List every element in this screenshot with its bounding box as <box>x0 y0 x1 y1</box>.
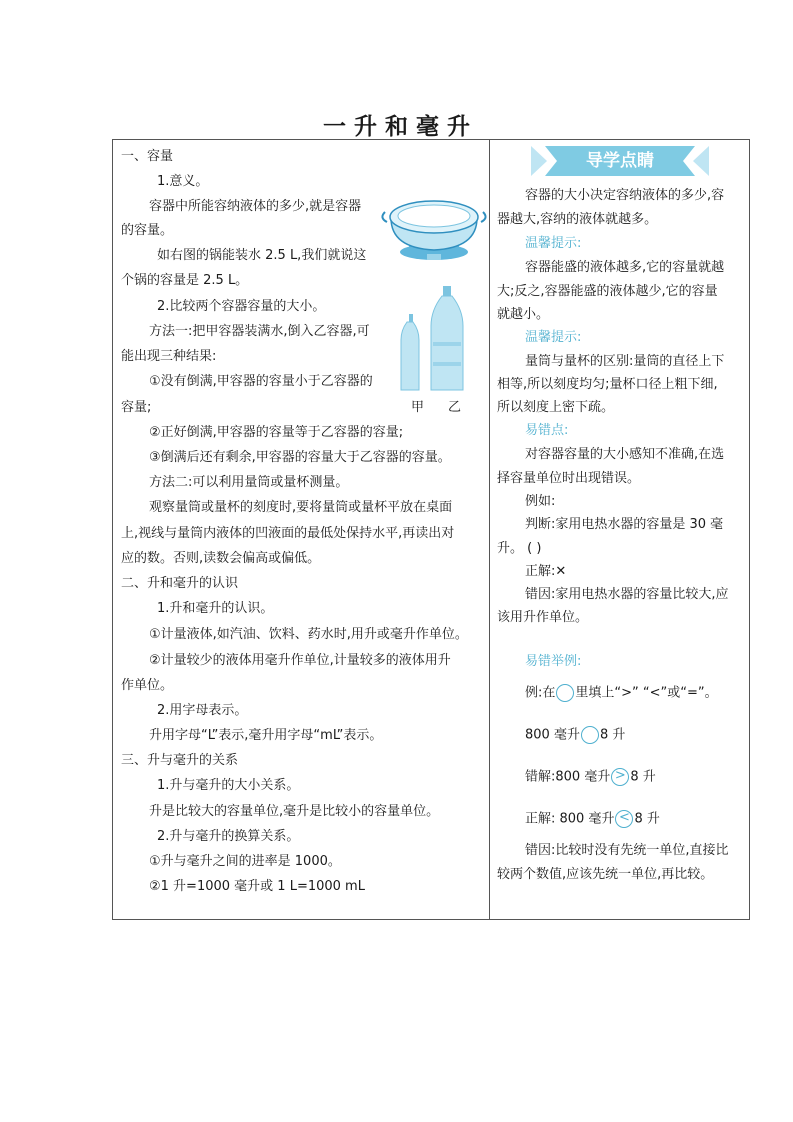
answer-circle <box>556 684 574 702</box>
bottle-label-jia: 甲 <box>411 400 425 415</box>
subheading-compare: 2.比较两个容器容量的大小。 <box>157 299 326 314</box>
right-symbol: < <box>619 810 630 825</box>
question-prefix: 例:在 <box>525 685 556 701</box>
cause-text: 错因:比较时没有先统一单位,直接比 <box>525 843 729 858</box>
mistake-example-label: 易错举例: <box>525 654 582 669</box>
error-point-label: 易错点: <box>525 423 569 438</box>
paragraph-text: ①计量液体,如汽油、饮料、药水时,用升或毫升作单位。 <box>149 627 468 642</box>
error-point-text: 对容器容量的大小感知不准确,在选 <box>525 447 725 462</box>
page-title: 一 升 和 毫 升 <box>322 114 471 140</box>
section-heading-relation: 三、升与毫升的关系 <box>121 753 239 768</box>
correct-answer: 正解:✕ <box>525 564 567 579</box>
paragraph-text: ①升与毫升之间的进率是 1000。 <box>149 854 341 869</box>
column-divider <box>489 140 490 919</box>
subheading-size: 1.升与毫升的大小关系。 <box>157 778 300 793</box>
pot-example-text: 如右图的锅能装水 2.5 L,我们就说这 <box>157 248 367 263</box>
pot-illustration <box>379 190 489 266</box>
result-two-text: ②正好倒满,甲容器的容量等于乙容器的容量; <box>149 425 404 440</box>
intro-text: 器越大,容纳的液体就越多。 <box>497 212 658 227</box>
definition-text: 容器中所能容纳液体的多少,就是容器 <box>149 199 362 214</box>
definition-text: 的容量。 <box>121 223 174 238</box>
compare-right: 8 升 <box>599 727 626 743</box>
observation-text: 观察量筒或量杯的刻度时,要将量筒或量杯平放在桌面 <box>149 500 453 515</box>
question-line <box>497 684 718 702</box>
tip-text: 相等,所以刻度均匀;量杯口径上粗下细, <box>497 377 718 392</box>
reason-text: 错因:家用电热水器的容量比较大,应 <box>525 587 729 602</box>
tip-label: 温馨提示: <box>525 330 582 345</box>
tip-label: 温馨提示: <box>525 236 582 251</box>
reason-text: 该用升作单位。 <box>497 610 589 625</box>
section-heading-liter-ml: 二、升和毫升的认识 <box>121 576 239 591</box>
result-one-text: 容量; <box>121 400 152 415</box>
answer-circle <box>581 726 599 744</box>
error-point-text: 择容量单位时出现错误。 <box>497 471 641 486</box>
bottles-illustration <box>399 286 469 394</box>
method-two-text: 方法二:可以利用量筒或量杯测量。 <box>149 475 349 490</box>
answer-circle <box>615 810 633 828</box>
compare-left: 800 毫升 <box>525 727 580 743</box>
section-heading-capacity: 一、容量 <box>121 149 174 164</box>
compare-line <box>497 726 625 744</box>
observation-text: 上,视线与量筒内液体的凹液面的最低处保持水平,再读出对 <box>121 526 455 541</box>
tip-text: 大;反之,容器能盛的液体越少,它的容量 <box>497 284 718 299</box>
subheading-meaning: 1.意义。 <box>157 174 209 189</box>
wrong-suffix: 8 升 <box>630 769 656 785</box>
method-one-text: 方法一:把甲容器装满水,倒入乙容器,可 <box>149 324 370 339</box>
wrong-prefix: 错解:800 毫升 <box>525 769 611 785</box>
content-table <box>112 139 750 920</box>
paragraph-text: 作单位。 <box>121 678 174 693</box>
subheading-recognition: 1.升和毫升的认识。 <box>157 601 274 616</box>
paragraph-text: 升是比较大的容量单位,毫升是比较小的容量单位。 <box>149 804 440 819</box>
tip-text: 所以刻度上密下疏。 <box>497 400 615 415</box>
wrong-symbol: > <box>614 768 626 783</box>
method-one-text: 能出现三种结果: <box>121 349 217 364</box>
banner-title: 导学点睛 <box>586 151 654 171</box>
cause-text: 较两个数值,应该先统一单位,再比较。 <box>497 867 714 882</box>
judge-text: 判断:家用电热水器的容量是 30 毫 <box>525 517 724 532</box>
right-prefix: 正解: 800 毫升 <box>525 811 615 827</box>
result-three-text: ③倒满后还有剩余,甲容器的容量大于乙容器的容量。 <box>149 450 451 465</box>
intro-text: 容器的大小决定容纳液体的多少,容 <box>525 188 725 203</box>
pot-example-text: 个锅的容量是 2.5 L。 <box>121 273 249 288</box>
question-suffix: 里填上“>” “<”或“=”。 <box>575 685 718 701</box>
result-one-text: ①没有倒满,甲容器的容量小于乙容器的 <box>149 374 373 389</box>
answer-circle <box>611 768 629 786</box>
subheading-conversion: 2.升与毫升的换算关系。 <box>157 829 300 844</box>
tip-text: 量筒与量杯的区别:量筒的直径上下 <box>525 354 725 369</box>
wrong-solution-line <box>497 768 656 786</box>
example-label: 例如: <box>525 494 556 509</box>
observation-text: 应的数。否则,读数会偏高或偏低。 <box>121 551 321 566</box>
tip-text: 就越小。 <box>497 307 550 322</box>
subheading-letters: 2.用字母表示。 <box>157 703 248 718</box>
guide-banner <box>531 146 709 176</box>
paragraph-text: 升用字母“L”表示,毫升用字母“mL”表示。 <box>149 728 383 743</box>
paragraph-text: ②1 升=1000 毫升或 1 L=1000 mL <box>149 879 365 894</box>
judge-text: 升。 ( ) <box>497 541 542 556</box>
tip-text: 容器能盛的液体越多,它的容量就越 <box>525 260 725 275</box>
right-suffix: 8 升 <box>634 811 660 827</box>
paragraph-text: ②计量较少的液体用毫升作单位,计量较多的液体用升 <box>149 653 451 668</box>
bottle-label-yi: 乙 <box>448 400 462 415</box>
right-solution-line <box>497 810 660 828</box>
